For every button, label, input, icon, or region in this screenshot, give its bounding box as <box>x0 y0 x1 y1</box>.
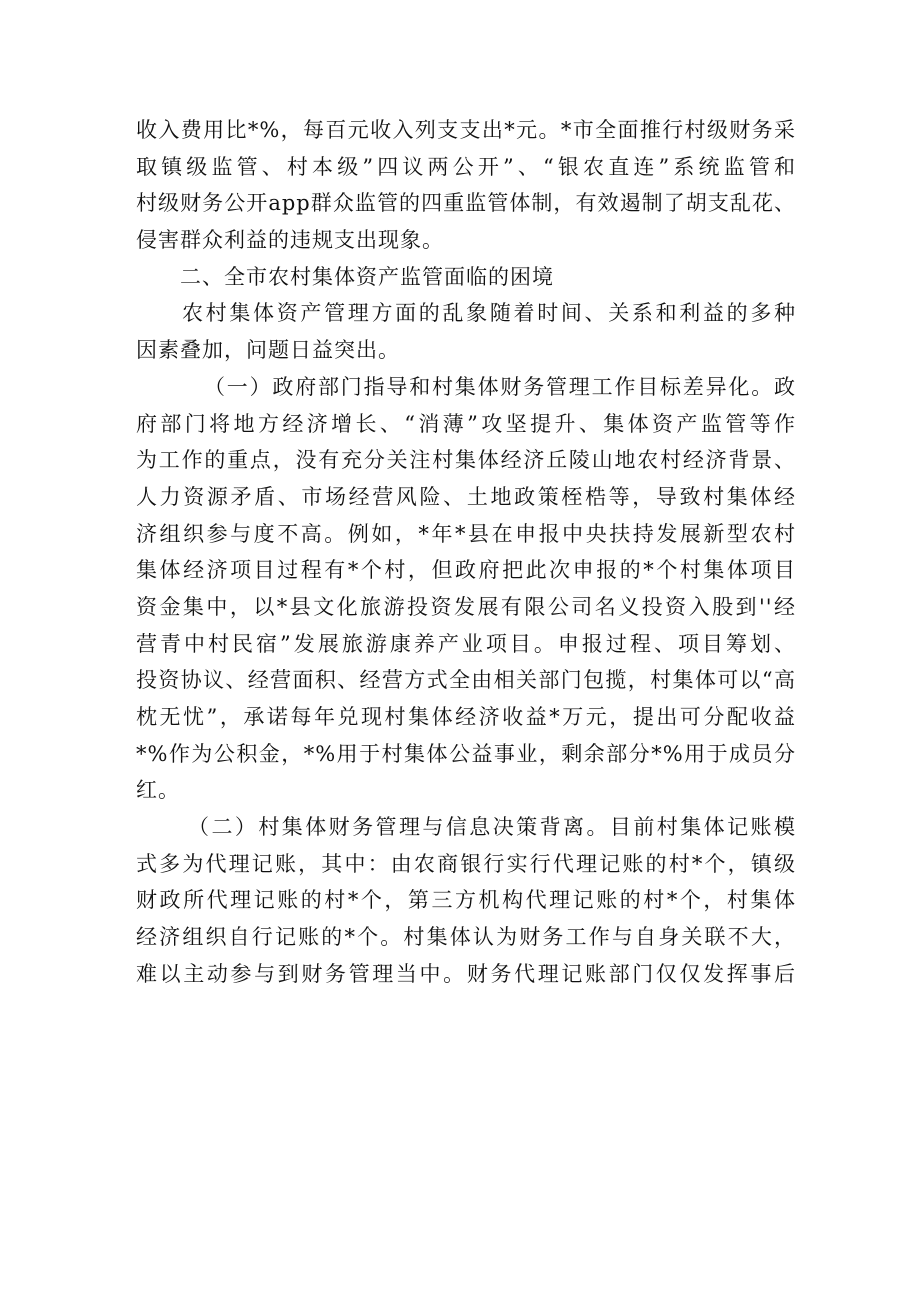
paragraph-line: 济组织参与度不高。例如，*年*县在申报中央扶持发展新型农村 <box>136 521 796 546</box>
document-body <box>136 112 796 993</box>
paragraph-line: 红。 <box>136 778 180 803</box>
paragraph-line: 营青中村民宿”发展旅游康养产业项目。申报过程、项目筹划、 <box>136 631 796 656</box>
paragraph-line: 取镇级监管、村本级”四议两公开”、“银农直连”系统监管和 <box>136 154 796 179</box>
paragraph-line: 收入费用比*%，每百元收入列支支出*元。*市全面推行村级财务采 <box>136 118 796 142</box>
paragraph-line: 人力资源矛盾、市场经营风险、土地政策桎梏等，导致村集体经 <box>136 484 796 509</box>
paragraph-line: 投资协议、经营面积、经营方式全由相关部门包揽，村集体可以“高 <box>136 668 796 693</box>
paragraph-line: 式多为代理记账，其中：由农商银行实行代理记账的村*个，镇级 <box>136 851 796 876</box>
paragraph-line: 府部门将地方经济增长、“消薄”攻坚提升、集体资产监管等作 <box>136 411 796 436</box>
paragraph-line: 枕无忧”，承诺每年兑现村集体经济收益*万元，提出可分配收益 <box>136 705 796 729</box>
paragraph-line: 因素叠加，问题日益突出。 <box>136 338 400 363</box>
subsection-heading-line: （二）村集体财务管理与信息决策背离。目前村集体记账模 <box>188 815 796 840</box>
paragraph-line: 财政所代理记账的村*个，第三方机构代理记账的村*个，村集体 <box>136 888 796 913</box>
paragraph-line: 资金集中，以*县文化旅游投资发展有限公司名义投资入股到''经 <box>136 594 796 619</box>
paragraph-line: *%作为公积金，*%用于村集体公益事业，剩余部分*%用于成员分 <box>136 741 796 766</box>
paragraph-line: 为工作的重点，没有充分关注村集体经济丘陵山地农村经济背景、 <box>136 448 796 473</box>
paragraph-line: 侵害群众利益的违规支出现象。 <box>136 228 444 253</box>
subsection-heading-line: （一）政府部门指导和村集体财务管理工作目标差异化。政 <box>204 374 796 399</box>
section-heading: 二、全市农村集体资产监管面临的困境 <box>180 264 554 289</box>
paragraph-line: 村级财务公开app群众监管的四重监管体制，有效遏制了胡支乱花、 <box>136 191 796 216</box>
paragraph-line: 难以主动参与到财务管理当中。财务代理记账部门仅仅发挥事后 <box>136 961 796 986</box>
paragraph-line: 经济组织自行记账的*个。村集体认为财务工作与自身关联不大， <box>136 925 796 950</box>
paragraph-line: 农村集体资产管理方面的乱象随着时间、关系和利益的多种 <box>182 301 796 326</box>
paragraph-line: 集体经济项目过程有*个村，但政府把此次申报的*个村集体项目 <box>136 558 796 583</box>
